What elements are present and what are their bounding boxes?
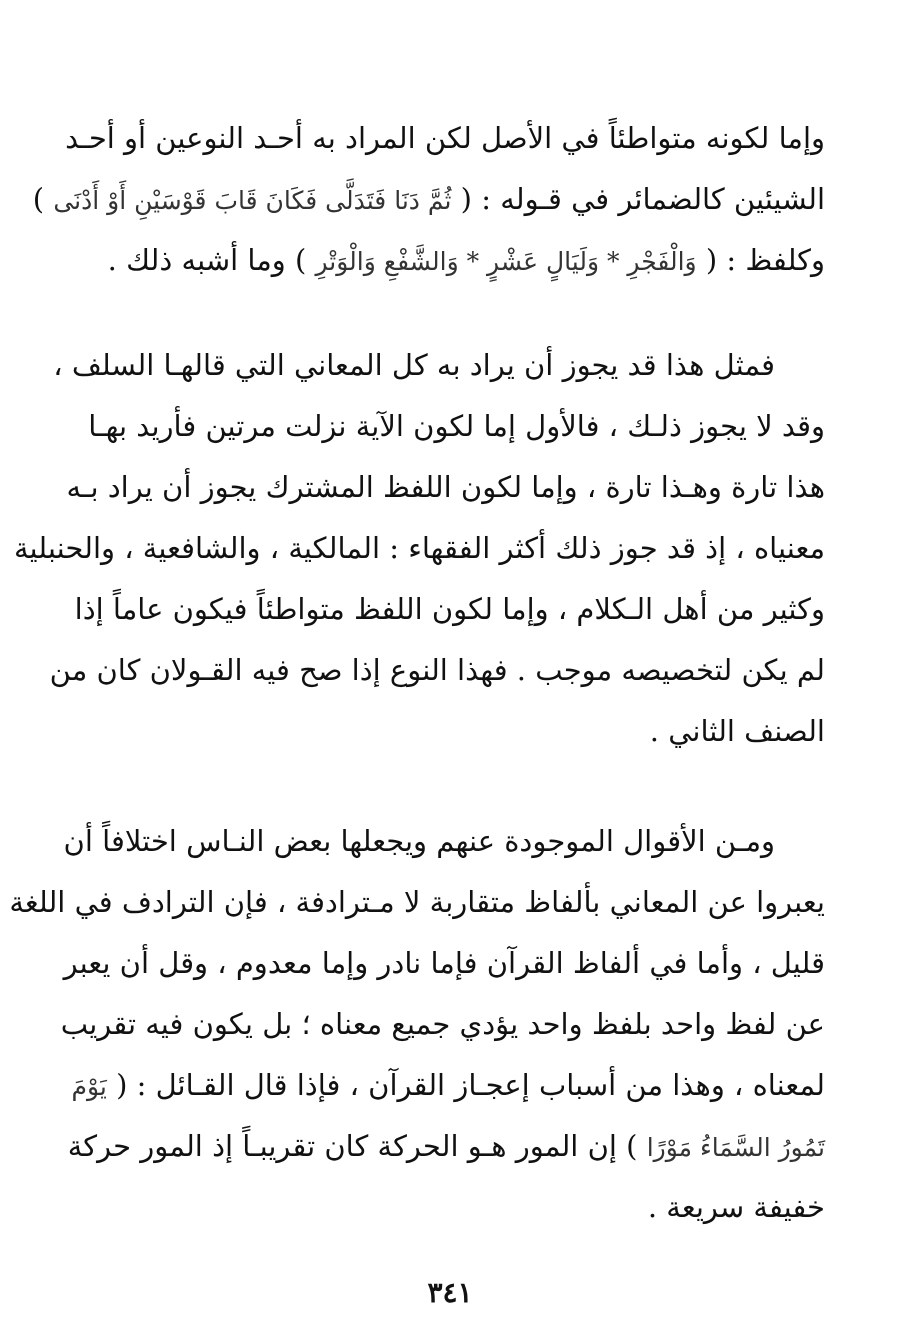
quran-verse: يَوْمَ [71,1072,107,1101]
text-span: لمعناه ، وهذا من أسباب إعجـاز القرآن ، فإذا قال القـائل : ( [116,1068,825,1102]
text-line: وكثير من أهل الـكلام ، وإما لكون اللفظ متواطئاً فيكون عاماً إذا [74,592,825,626]
text-line [67,1116,825,1177]
quran-verse: تَمُورُ السَّمَاءُ مَوْرًا [646,1133,825,1162]
text-span: ) وما أشبه ذلك . [107,243,307,277]
quran-verse: ثُمَّ دَنَا فَتَدَلَّى فَكَانَ قَابَ قَوْسَيْنِ أَوْ أَدْنَى [53,186,452,215]
text-line: عن لفظ واحد بلفظ واحد يؤدي جميع معناه ؛ بل يكون فيه تقريب [60,1007,825,1041]
text-line: فمثل هذا قد يجوز أن يراد به كل المعاني التي قالهـا السلف ، [53,348,775,382]
paragraph-1 [32,108,825,291]
text-line: لم يكن لتخصيصه موجب . فهذا النوع إذا صح فيه القـولان كان من [49,653,825,687]
text-line: خفيفة سريعة . [647,1190,825,1224]
text-line: معنياه ، إذ قد جوز ذلك أكثر الفقهاء : المالكية ، والشافعية ، والحنبلية [13,531,825,565]
text-line: قليل ، وأما في ألفاظ القرآن فإما نادر وإما معدوم ، وقل أن يعبر [63,946,825,980]
paragraph-3 [9,811,825,1238]
quran-verse: وَالْفَجْرِ * وَلَيَالٍ عَشْرٍ * وَالشَّفْعِ وَالْوَتْرِ [315,247,697,276]
text-line: وإما لكونه متواطئاً في الأصل لكن المراد به أحـد النوعين أو أحـد [65,121,825,155]
text-line [71,1055,825,1116]
page-number: ٣٤١ [427,1276,473,1309]
text-span: الشيئين كالضمائر في قـوله : ( [460,182,825,216]
text-line [100,230,825,291]
text-line: هذا تارة وهـذا تارة ، وإما لكون اللفظ المشترك يجوز أن يراد بـه [66,470,825,504]
text-line: ومـن الأقوال الموجودة عنهم ويجعلها بعض النـاس اختلافاً أن [63,824,775,858]
text-line [32,169,825,230]
text-span: ) إن المور هـو الحركة كان تقريبـاً إذ المور حركة [67,1129,638,1163]
text-span: وكلفظ : ( [705,243,825,277]
text-span: ) [32,182,45,216]
paragraph-2 [13,335,825,762]
text-line: وقد لا يجوز ذلـك ، فالأول إما لكون الآية نزلت مرتين فأريد بهـا [88,409,825,443]
text-line: يعبروا عن المعاني بألفاظ متقاربة لا مـترادفة ، فإن الترادف في اللغة [9,885,825,919]
text-line: الصنف الثاني . [649,714,825,748]
